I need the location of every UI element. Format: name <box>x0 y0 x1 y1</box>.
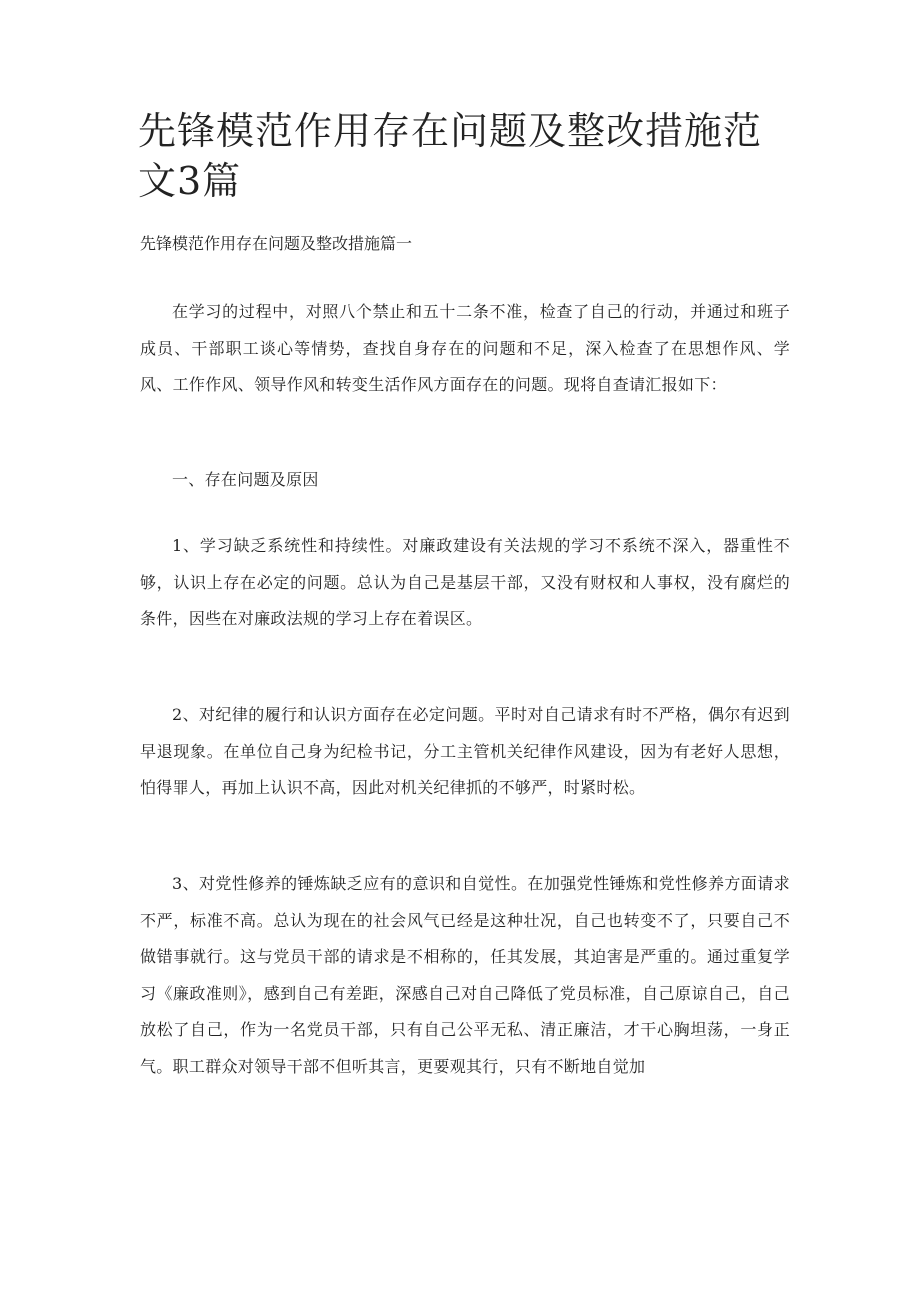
section-subtitle: 先锋模范作用存在问题及整改措施篇一 <box>140 234 413 253</box>
section-heading: 一、存在问题及原因 <box>172 470 319 489</box>
paragraph-item-2: 2、对纪律的履行和认识方面存在必定问题。平时对自己请求有时不严格，偶尔有迟到早退现象。在单位自己身为纪检书记，分工主管机关纪律作风建设，因为有老好人思想，怕得罪人，再加上认识不高，因此对机关纪律抓的不够严，时紧时松。 <box>140 705 790 797</box>
paragraph-item-3: 3、对党性修养的锤炼缺乏应有的意识和自觉性。在加强党性锤炼和党性修养方面请求不严，标准不高。总认为现在的社会风气已经是这种壮况，自己也转变不了，只要自己不做错事就行。这与党员干部的请求是不相称的，任其发展，其迫害是严重的。通过重复学习《廉政准则》，感到自己有差距，深感自己对自己降低了党员标准，自己原谅自己，自己放松了自己，作为一名党员干部，只有自己公平无私、清正廉洁，才干心胸坦荡，一身正气。职工群众对领导干部不但听其言，更要观其行，只有不断地自觉加 <box>140 874 790 1076</box>
document-title: 先锋模范作用存在问题及整改措施范文3篇 <box>138 109 763 203</box>
paragraph-item-1: 1、学习缺乏系统性和持续性。对廉政建设有关法规的学习不系统不深入，器重性不够，认识上存在必定的问题。总认为自己是基层干部，又没有财权和人事权，没有腐烂的条件，因些在对廉政法规的学习上存在着误区。 <box>140 536 790 628</box>
paragraph-intro: 在学习的过程中，对照八个禁止和五十二条不准，检查了自己的行动，并通过和班子成员、干部职工谈心等情势，查找自身存在的问题和不足，深入检查了在思想作风、学风、工作作风、领导作风和转变生活作风方面存在的问题。现将自查请汇报如下： <box>140 302 790 394</box>
